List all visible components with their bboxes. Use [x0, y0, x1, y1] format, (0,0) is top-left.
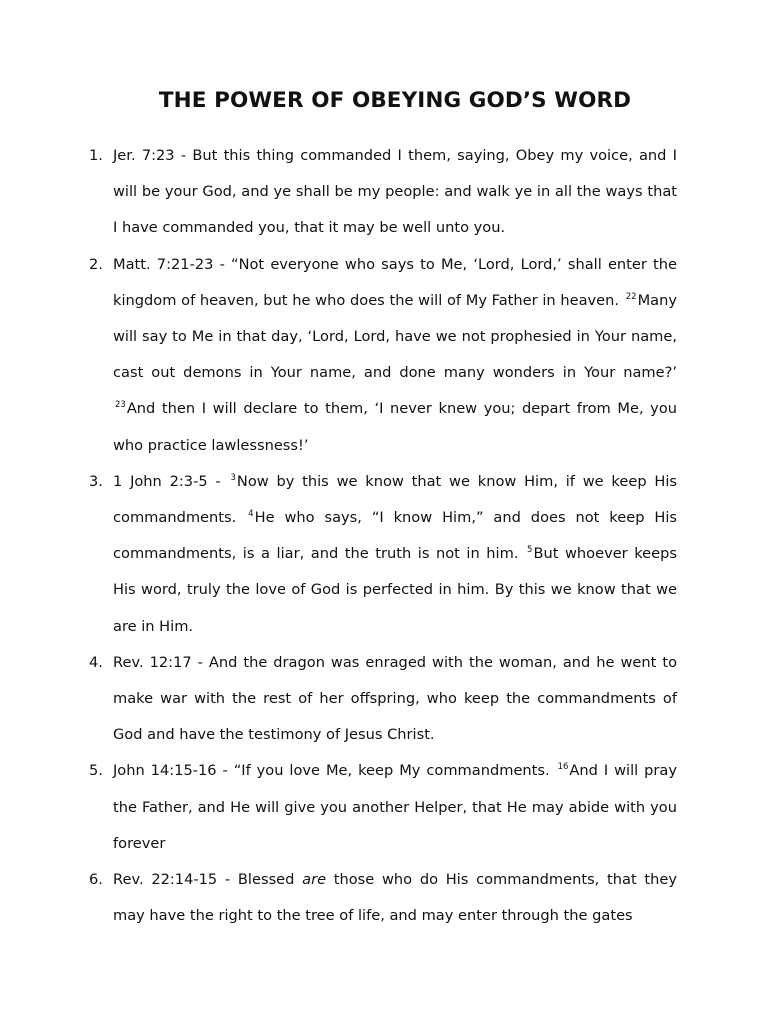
verse-text: But whoever keeps His word, truly the love of God is perfected in him. By this we know that we are in Him.	[113, 545, 677, 635]
verse-number-superscript: 5	[527, 545, 533, 556]
verse-text: He who says, “I know Him,” and does not keep His commandments, is a liar, and the truth is not in him.	[113, 509, 678, 563]
verse-number-superscript: 16	[557, 762, 569, 773]
list-item-number: 2.	[89, 255, 103, 273]
list-item	[89, 753, 677, 862]
page-title: THE POWER OF OBEYING GOD’S WORD	[158, 88, 632, 113]
list-item-number: 6.	[89, 871, 103, 889]
verse-number-superscript: 3	[230, 472, 236, 483]
verse-text: 1 John 2:3-5 -	[113, 472, 221, 490]
list-item	[89, 464, 678, 645]
verse-text: Rev. 12:17 - And the dragon was enraged with the woman, and he went to make war with the rest of her offspring, who keep the commandments of God and have the testimony of Jesus Christ.	[113, 653, 677, 744]
verse-text: Now by this we know that we know Him, if we keep His commandments.	[113, 472, 677, 527]
verse-list	[89, 138, 678, 934]
verse-number-superscript: 23	[115, 400, 126, 411]
list-item-number: 1.	[89, 147, 103, 164]
verse-text: Jer. 7:23 - But this thing commanded I them, saying, Obey my voice, and I will be your God, and ye shall be my people: and walk ye in all the ways that I have commanded you, that it may be well unto you.	[113, 147, 677, 237]
verse-number-superscript: 22	[625, 291, 637, 302]
italic-text: are	[302, 871, 327, 889]
list-item	[89, 645, 677, 754]
verse-text: those who do His commandments, that they may have the right to the tree of life, and may enter through the gates	[113, 871, 677, 925]
list-item	[89, 138, 677, 247]
verse-text: And then I will declare to them, ‘I never knew you; depart from Me, you who practice lawlessness!’	[113, 400, 677, 454]
verse-text: Many will say to Me in that day, ‘Lord, Lord, have we not prophesied in Your name, cast out demons in Your name, and done many wonders in Your name?’	[113, 291, 677, 382]
list-item-number: 4.	[89, 653, 103, 671]
verse-number-superscript: 4	[248, 509, 254, 520]
list-item-number: 3.	[89, 472, 103, 490]
verse-text: Matt. 7:21-23 - “Not everyone who says to Me, ‘Lord, Lord,’ shall enter the kingdom of heaven, but he who does the will of My Father in heaven.	[113, 255, 677, 309]
list-item	[89, 247, 677, 464]
verse-text: Rev. 22:14-15 - Blessed	[113, 871, 295, 889]
verse-text: And I will pray the Father, and He will give you another Helper, that He may abide with you forever	[113, 762, 677, 852]
verse-text: John 14:15-16 - “If you love Me, keep My commandments.	[113, 762, 550, 780]
list-item	[89, 862, 677, 934]
list-item-number: 5.	[89, 762, 103, 780]
